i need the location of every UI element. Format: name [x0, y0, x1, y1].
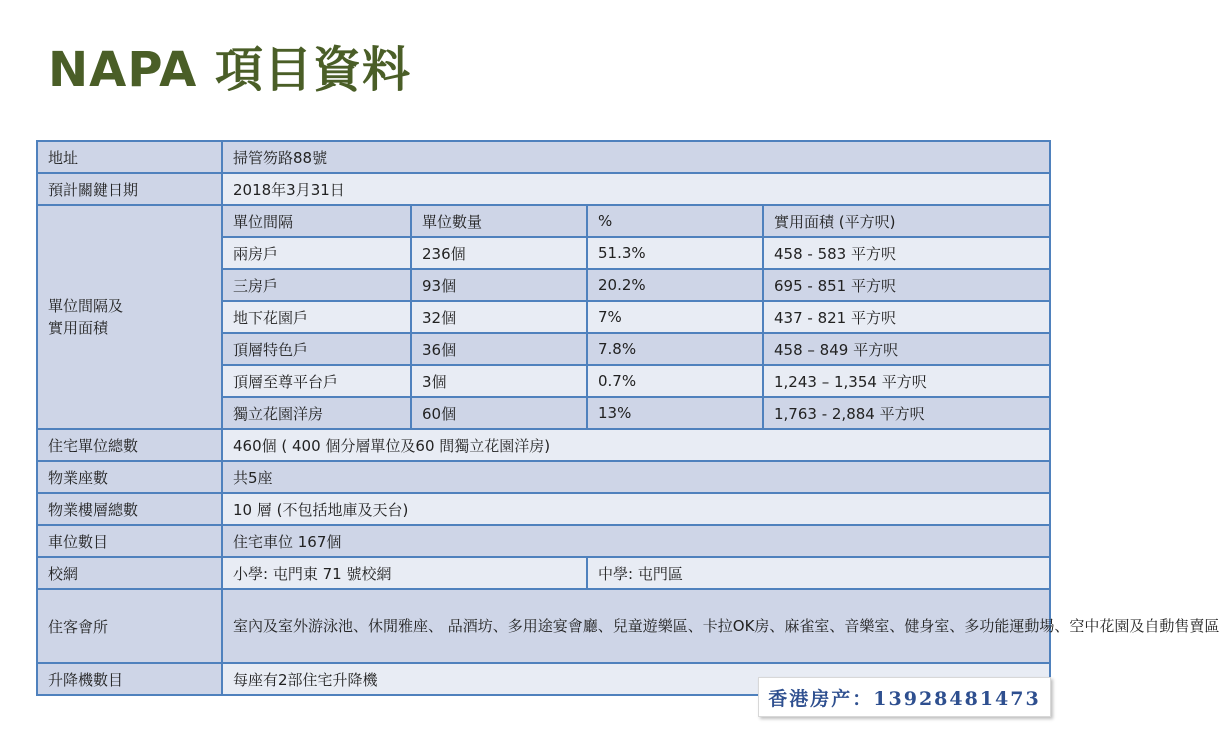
units-header-row: [37, 205, 1050, 237]
floors-label: 物業樓層總數: [37, 493, 222, 525]
unit-percent: 0.7%: [587, 365, 763, 397]
units-header-percent: %: [587, 205, 763, 237]
key-date-label: 預計關鍵日期: [37, 173, 222, 205]
address-value: 掃管笏路88號: [222, 141, 1050, 173]
unit-area: 437 - 821 平方呎: [763, 301, 1050, 333]
units-label-text: 單位間隔及 實用面積: [48, 297, 124, 337]
blocks-value: 共5座: [222, 461, 1050, 493]
unit-type: 獨立花園洋房: [222, 397, 411, 429]
unit-count: 32個: [411, 301, 587, 333]
lifts-value: 每座有2部住宅升降機: [222, 663, 1050, 695]
school-net-label: 校網: [37, 557, 222, 589]
unit-percent: 7.8%: [587, 333, 763, 365]
address-label: 地址: [37, 141, 222, 173]
row-blocks: [37, 461, 1050, 493]
lifts-label: 升降機數目: [37, 663, 222, 695]
row-address: [37, 141, 1050, 173]
total-units-label: 住宅單位總數: [37, 429, 222, 461]
row-clubhouse: [37, 589, 1050, 663]
unit-type: 頂層特色戶: [222, 333, 411, 365]
row-key-date: [37, 173, 1050, 205]
school-net-primary: 小學: 屯門東 71 號校網: [222, 557, 587, 589]
units-label: [37, 205, 222, 429]
project-info-table: [36, 140, 1219, 696]
unit-type: 地下花園戶: [222, 301, 411, 333]
units-header-type: 單位間隔: [222, 205, 411, 237]
units-header-count: 單位數量: [411, 205, 587, 237]
clubhouse-value: 室內及室外游泳池、休閒雅座、 品酒坊、多用途宴會廳、兒童遊樂區、卡拉OK房、麻雀室、音樂室、健身室、多功能運動場、空中花園及自動售賣區: [222, 589, 1050, 663]
unit-type: 頂層至尊平台戶: [222, 365, 411, 397]
unit-percent: 7%: [587, 301, 763, 333]
unit-area: 458 – 849 平方呎: [763, 333, 1050, 365]
units-header-area: 實用面積 (平方呎): [763, 205, 1050, 237]
page-title: NAPA 項目資料: [48, 42, 411, 98]
total-units-value: 460個 ( 400 個分層單位及60 間獨立花園洋房): [222, 429, 1050, 461]
unit-area: 1,763 - 2,884 平方呎: [763, 397, 1050, 429]
unit-area: 458 - 583 平方呎: [763, 237, 1050, 269]
row-total-units: [37, 429, 1050, 461]
row-parking: [37, 525, 1050, 557]
blocks-label: 物業座數: [37, 461, 222, 493]
unit-percent: 13%: [587, 397, 763, 429]
row-floors: [37, 493, 1050, 525]
key-date-value: 2018年3月31日: [222, 173, 1050, 205]
unit-count: 93個: [411, 269, 587, 301]
unit-count: 36個: [411, 333, 587, 365]
unit-percent: 20.2%: [587, 269, 763, 301]
parking-value: 住宅車位 167個: [222, 525, 1050, 557]
school-net-secondary: 中學: 屯門區: [587, 557, 1050, 589]
unit-count: 236個: [411, 237, 587, 269]
unit-type: 三房戶: [222, 269, 411, 301]
watermark: 香港房产：13928481473: [758, 677, 1051, 717]
unit-count: 60個: [411, 397, 587, 429]
row-school-net: [37, 557, 1050, 589]
unit-count: 3個: [411, 365, 587, 397]
unit-type: 兩房戶: [222, 237, 411, 269]
unit-area: 695 - 851 平方呎: [763, 269, 1050, 301]
unit-percent: 51.3%: [587, 237, 763, 269]
unit-area: 1,243 – 1,354 平方呎: [763, 365, 1050, 397]
clubhouse-label: 住客會所: [37, 589, 222, 663]
parking-label: 車位數目: [37, 525, 222, 557]
floors-value: 10 層 (不包括地庫及天台): [222, 493, 1050, 525]
